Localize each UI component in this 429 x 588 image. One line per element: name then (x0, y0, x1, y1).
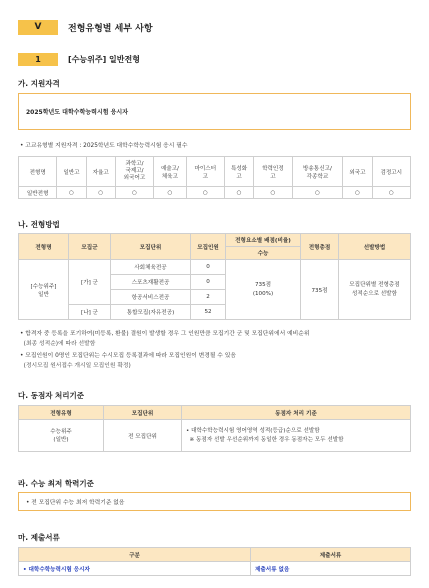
col-total: 전형총점 (301, 234, 339, 260)
documents-docs-cell: 제출서류 없음 (251, 562, 411, 576)
section-ma-title: 마. 제출서류 (18, 533, 60, 542)
section-number: V (18, 20, 58, 35)
tiebreak-criteria-line: • 대학수학능력시험 영어영역 성적(등급)순으로 선발함 (186, 427, 320, 434)
col-type: 전형명 (19, 234, 69, 260)
col-ratio-sub: 수능 (226, 247, 301, 260)
subsection-number: 1 (18, 53, 58, 66)
type-cell: [수능위주] 일반 (19, 260, 69, 320)
tiebreak-criteria-cell (182, 420, 411, 452)
documents-col-docs: 제출서류 (251, 548, 411, 562)
ratio-cell: 735점 (100%) (226, 260, 301, 320)
eligibility-col-header: 학력인정 고 (254, 157, 292, 187)
tiebreak-criteria-line: ※ 동점자 선발 우선순위까지 동일한 경우 동점자는 모두 선발함 (186, 436, 344, 443)
eligibility-cell: 일반전형 (19, 187, 57, 199)
count-cell: 2 (191, 290, 226, 305)
eligibility-cell: ○ (57, 187, 86, 199)
unit-cell: 통합모집(자유전공) (111, 305, 191, 320)
documents-category-cell: • 대학수학능력시험 응시자 (19, 562, 251, 576)
method-cell: 모집단위별 전형총점 성적순으로 선발함 (339, 260, 411, 320)
group-na-cell: [나] 군 (69, 305, 111, 320)
unit-cell: 스포츠재활전공 (111, 275, 191, 290)
col-method: 선발방법 (339, 234, 411, 260)
group-ga-cell: [가] 군 (69, 260, 111, 305)
eligibility-table (18, 156, 411, 199)
section-header (18, 20, 153, 35)
eligibility-cell: ○ (254, 187, 292, 199)
unit-cell: 항공서비스전공 (111, 290, 191, 305)
col-group: 모집군 (69, 234, 111, 260)
selection-method-table (18, 233, 411, 320)
col-ratio: 전형요소별 배점(비율) (226, 234, 301, 247)
eligibility-col-header: 마이스터 고 (186, 157, 224, 187)
unit-cell: 사회체육전공 (111, 260, 191, 275)
eligibility-col-header: 검정고시 (372, 157, 410, 187)
eligibility-col-header: 일반고 (57, 157, 86, 187)
documents-table (18, 547, 411, 576)
eligibility-bullet: • 고교유형별 지원자격 : 2025학년도 대학수학능력시험 응시 필수 (20, 143, 188, 149)
method-note: • 모집인원이 0명인 모집단위는 수시모집 등록결과에 따라 모집인원이 변경될 수 있음 (20, 353, 236, 359)
eligibility-cell: ○ (372, 187, 410, 199)
min-standard-box (18, 492, 411, 511)
eligibility-cell: ○ (154, 187, 186, 199)
eligibility-cell: ○ (86, 187, 115, 199)
eligibility-col-header: 특성화 고 (225, 157, 254, 187)
subsection-header (18, 53, 140, 66)
eligibility-col-header: 자율고 (86, 157, 115, 187)
count-cell: 0 (191, 275, 226, 290)
eligibility-col-header: 방송통신고/ 각종학교 (292, 157, 343, 187)
eligibility-cell: ○ (343, 187, 372, 199)
tiebreak-col-criteria: 동점자 처리 기준 (182, 406, 411, 420)
tiebreak-type-cell: 수능위주 (일반) (19, 420, 104, 452)
total-cell: 735점 (301, 260, 339, 320)
eligibility-col-header: 과학고/ 국제고/ 외국어고 (115, 157, 153, 187)
section-ga-title: 가. 지원자격 (18, 79, 60, 88)
section-da-title: 다. 동점자 처리기준 (18, 391, 85, 400)
eligibility-box (18, 93, 411, 130)
col-count: 모집인원 (191, 234, 226, 260)
tiebreak-col-type: 전형유형 (19, 406, 104, 420)
eligibility-cell: ○ (225, 187, 254, 199)
subsection-title: [수능위주] 일반전형 (68, 55, 140, 64)
count-cell: 52 (191, 305, 226, 320)
eligibility-text: 2025학년도 대학수학능력시험 응시자 (26, 109, 129, 116)
method-note: (최종 성적순)에 따라 선발함 (20, 341, 96, 347)
section-ra-title: 라. 수능 최저 학력기준 (18, 479, 94, 488)
count-cell: 0 (191, 260, 226, 275)
eligibility-col-header: 전형명 (19, 157, 57, 187)
section-title: 전형유형별 세부 사항 (68, 24, 153, 34)
eligibility-cell: ○ (115, 187, 153, 199)
section-na-title: 나. 전형방법 (18, 220, 60, 229)
tiebreak-col-unit: 모집단위 (104, 406, 182, 420)
documents-col-category: 구분 (19, 548, 251, 562)
eligibility-cell: ○ (186, 187, 224, 199)
eligibility-cell: ○ (292, 187, 343, 199)
method-note: • 합격자 중 등록을 포기하여(미등록, 환불) 결원이 발생할 경우 그 인원만큼 모집기간 군 및 모집단위에서 예비순위 (20, 331, 310, 337)
eligibility-col-header: 예술고/ 체육고 (154, 157, 186, 187)
min-standard-text: • 전 모집단위 수능 최저 학력기준 없음 (26, 500, 125, 506)
method-note: (정시모집 원서접수 개시일 모집인원 확정) (20, 363, 131, 369)
col-unit: 모집단위 (111, 234, 191, 260)
tiebreak-table (18, 405, 411, 452)
eligibility-col-header: 외국고 (343, 157, 372, 187)
tiebreak-unit-cell: 전 모집단위 (104, 420, 182, 452)
